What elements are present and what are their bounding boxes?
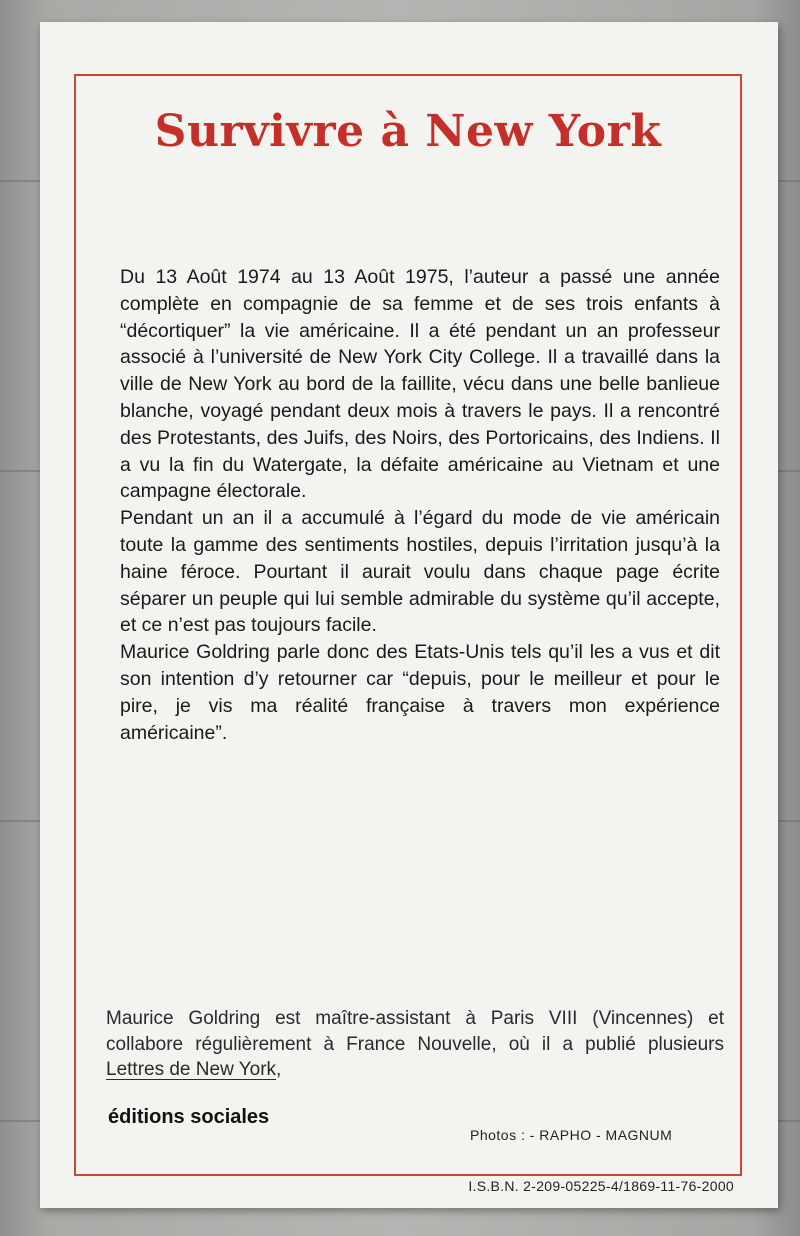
blurb-paragraph-2: Pendant un an il a accumulé à l’égard du mode de vie américain toute la gamme des sentiments hostiles, depuis l’irritation jusqu’à la haine féroce. Pourtant il aurait voulu dans chaque page écrite séparer un peuple qui lui semble admirable du système qu’il accepte, et ce n’est pas toujours facile. bbox=[120, 507, 720, 637]
author-bio-end: , bbox=[276, 1059, 282, 1080]
author-bio-underlined-title: Lettres de New York bbox=[106, 1059, 277, 1080]
book-back-cover bbox=[40, 22, 778, 1208]
blurb-paragraph-1: Du 13 Août 1974 au 13 Août 1975, l’auteur a passé une année complète en compagnie de sa femme et de ses trois enfants à “décortiquer” la vie américaine. Il a été pendant un an professeur associé à l’université de New York City College. Il a travaillé dans la ville de New York au bord de la faillite, vécu dans une belle banlieue blanche, voyagé pendant deux mois à travers le pays. Il a rencontré des Protestants, des Juifs, des Noirs, des Portoricains, des Indiens. Il a vu la fin du Watergate, la défaite américaine au Vietnam et une campagne électorale. bbox=[120, 266, 720, 503]
isbn-number: I.S.B.N. 2-209-05225-4/1869-11-76-2000 bbox=[468, 1178, 734, 1194]
book-title: Survivre à New York bbox=[154, 106, 662, 157]
author-bio bbox=[106, 1006, 724, 1083]
blurb-text bbox=[120, 264, 720, 746]
blurb-paragraph-3: Maurice Goldring parle donc des Etats-Unis tels qu’il les a vus et dit son intention d’y retourner car “depuis, pour le meilleur et pour le pire, je vis ma réalité française à travers mon expérience américaine”. bbox=[120, 641, 720, 744]
publisher-name: éditions sociales bbox=[108, 1106, 270, 1128]
red-border-frame bbox=[74, 74, 742, 1176]
author-bio-text: Maurice Goldring est maître-assistant à Paris VIII (Vincennes) et collabore régulièrement à France Nouvelle, où il a publié plusieurs bbox=[106, 1008, 724, 1055]
photos-credit: Photos : - RAPHO - MAGNUM bbox=[470, 1127, 673, 1143]
